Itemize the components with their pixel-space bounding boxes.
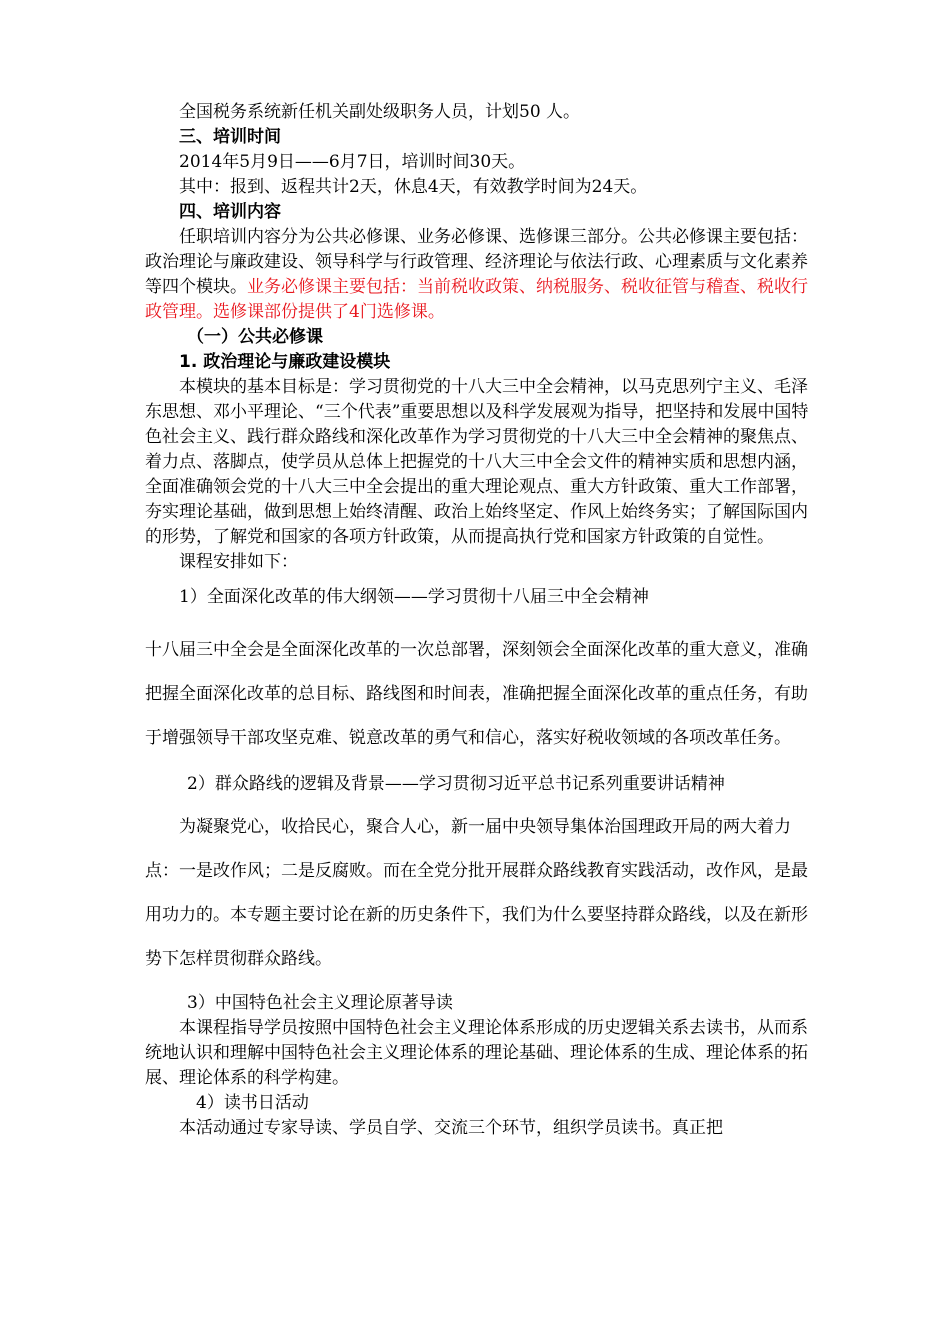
course-3-paragraph: 本课程指导学员按照中国特色社会主义理论体系形成的历史逻辑关系去读书，从而系统地认识和理解中国特色社会主义理论体系的理论基础、理论体系的生成、理论体系的拓展、理论体系的科学构建。 — [145, 1018, 808, 1088]
heading-training-time: 三、培训时间 — [179, 127, 281, 147]
course-4-paragraph: 本活动通过专家导读、学员自学、交流三个环节，组织学员读书。真正把 — [179, 1118, 723, 1138]
training-time-detail: 其中：报到、返程共计2天，休息4天，有效教学时间为24天。 — [179, 177, 648, 197]
course-2-paragraph: 为凝聚党心，收拾民心，聚合人心，新一届中央领导集体治国理政开局的两大着力点：一是改作风；二是反腐败。而在全党分批开展群众路线教育实践活动，改作风，是最用功力的。本专题主要讨论在新的历史条件下，我们为什么要坚持群众路线，以及在新形势下怎样贯彻群众路线。 — [145, 817, 808, 969]
module-politics-heading: 1. 政治理论与廉政建设模块 — [179, 352, 391, 372]
heading-training-content: 四、培训内容 — [179, 202, 281, 222]
training-content-paragraph — [145, 225, 810, 325]
course-4-title: 4）读书日活动 — [196, 1093, 309, 1113]
training-content-text: 任职培训内容分为公共必修课、业务必修课、选修课三部分。公共必修课主要包括：政治理论与廉政建设、领导科学与行政管理、经济理论与依法行政、心理素质与文化素养等四个模块。 — [145, 227, 808, 297]
section-public-required: （一）公共必修课 — [187, 327, 323, 347]
course-2-title: 2）群众路线的逻辑及背景——学习贯彻习近平总书记系列重要讲话精神 — [187, 774, 725, 794]
course-1-paragraph: 十八届三中全会是全面深化改革的一次总部署，深刻领会全面深化改革的重大意义，准确把握全面深化改革的总目标、路线图和时间表，准确把握全面深化改革的重点任务，有助于增强领导干部攻坚克难、锐意改革的勇气和信心，落实好税收领域的各项改革任务。 — [145, 640, 808, 748]
course-3-title: 3）中国特色社会主义理论原著导读 — [187, 993, 453, 1013]
schedule-intro: 课程安排如下： — [179, 552, 298, 572]
module-politics-paragraph: 本模块的基本目标是：学习贯彻党的十八大三中全会精神，以马克思列宁主义、毛泽东思想、邓小平理论、“三个代表”重要思想以及科学发展观为指导，把坚持和发展中国特色社会主义、践行群众路线和深化改革作为学习贯彻党的十八大三中全会精神的聚焦点、着力点、落脚点，使学员从总体上把握党的十八大三中全会文件的精神实质和思想内涵，全面准确领会党的十八大三中全会提出的重大理论观点、重大方针政策、重大工作部署，夯实理论基础，做到思想上始终清醒、政治上始终坚定、作风上始终务实；了解国际国内的形势，了解党和国家的各项方针政策，从而提高执行党和国家方针政策的自觉性。 — [145, 377, 809, 547]
training-content-highlight: 业务必修课主要包括：当前税收政策、纳税服务、税收征管与稽查、税收行政管理。选修课部份提供了4门选修课。 — [145, 277, 808, 322]
course-1-title: 1）全面深化改革的伟大纲领——学习贯彻十八届三中全会精神 — [179, 587, 649, 607]
trainees-line: 全国税务系统新任机关副处级职务人员，计划50 人。 — [179, 102, 581, 122]
document-page — [145, 100, 810, 1141]
training-time-line: 2014年5月9日——6月7日，培训时间30天。 — [179, 152, 526, 172]
